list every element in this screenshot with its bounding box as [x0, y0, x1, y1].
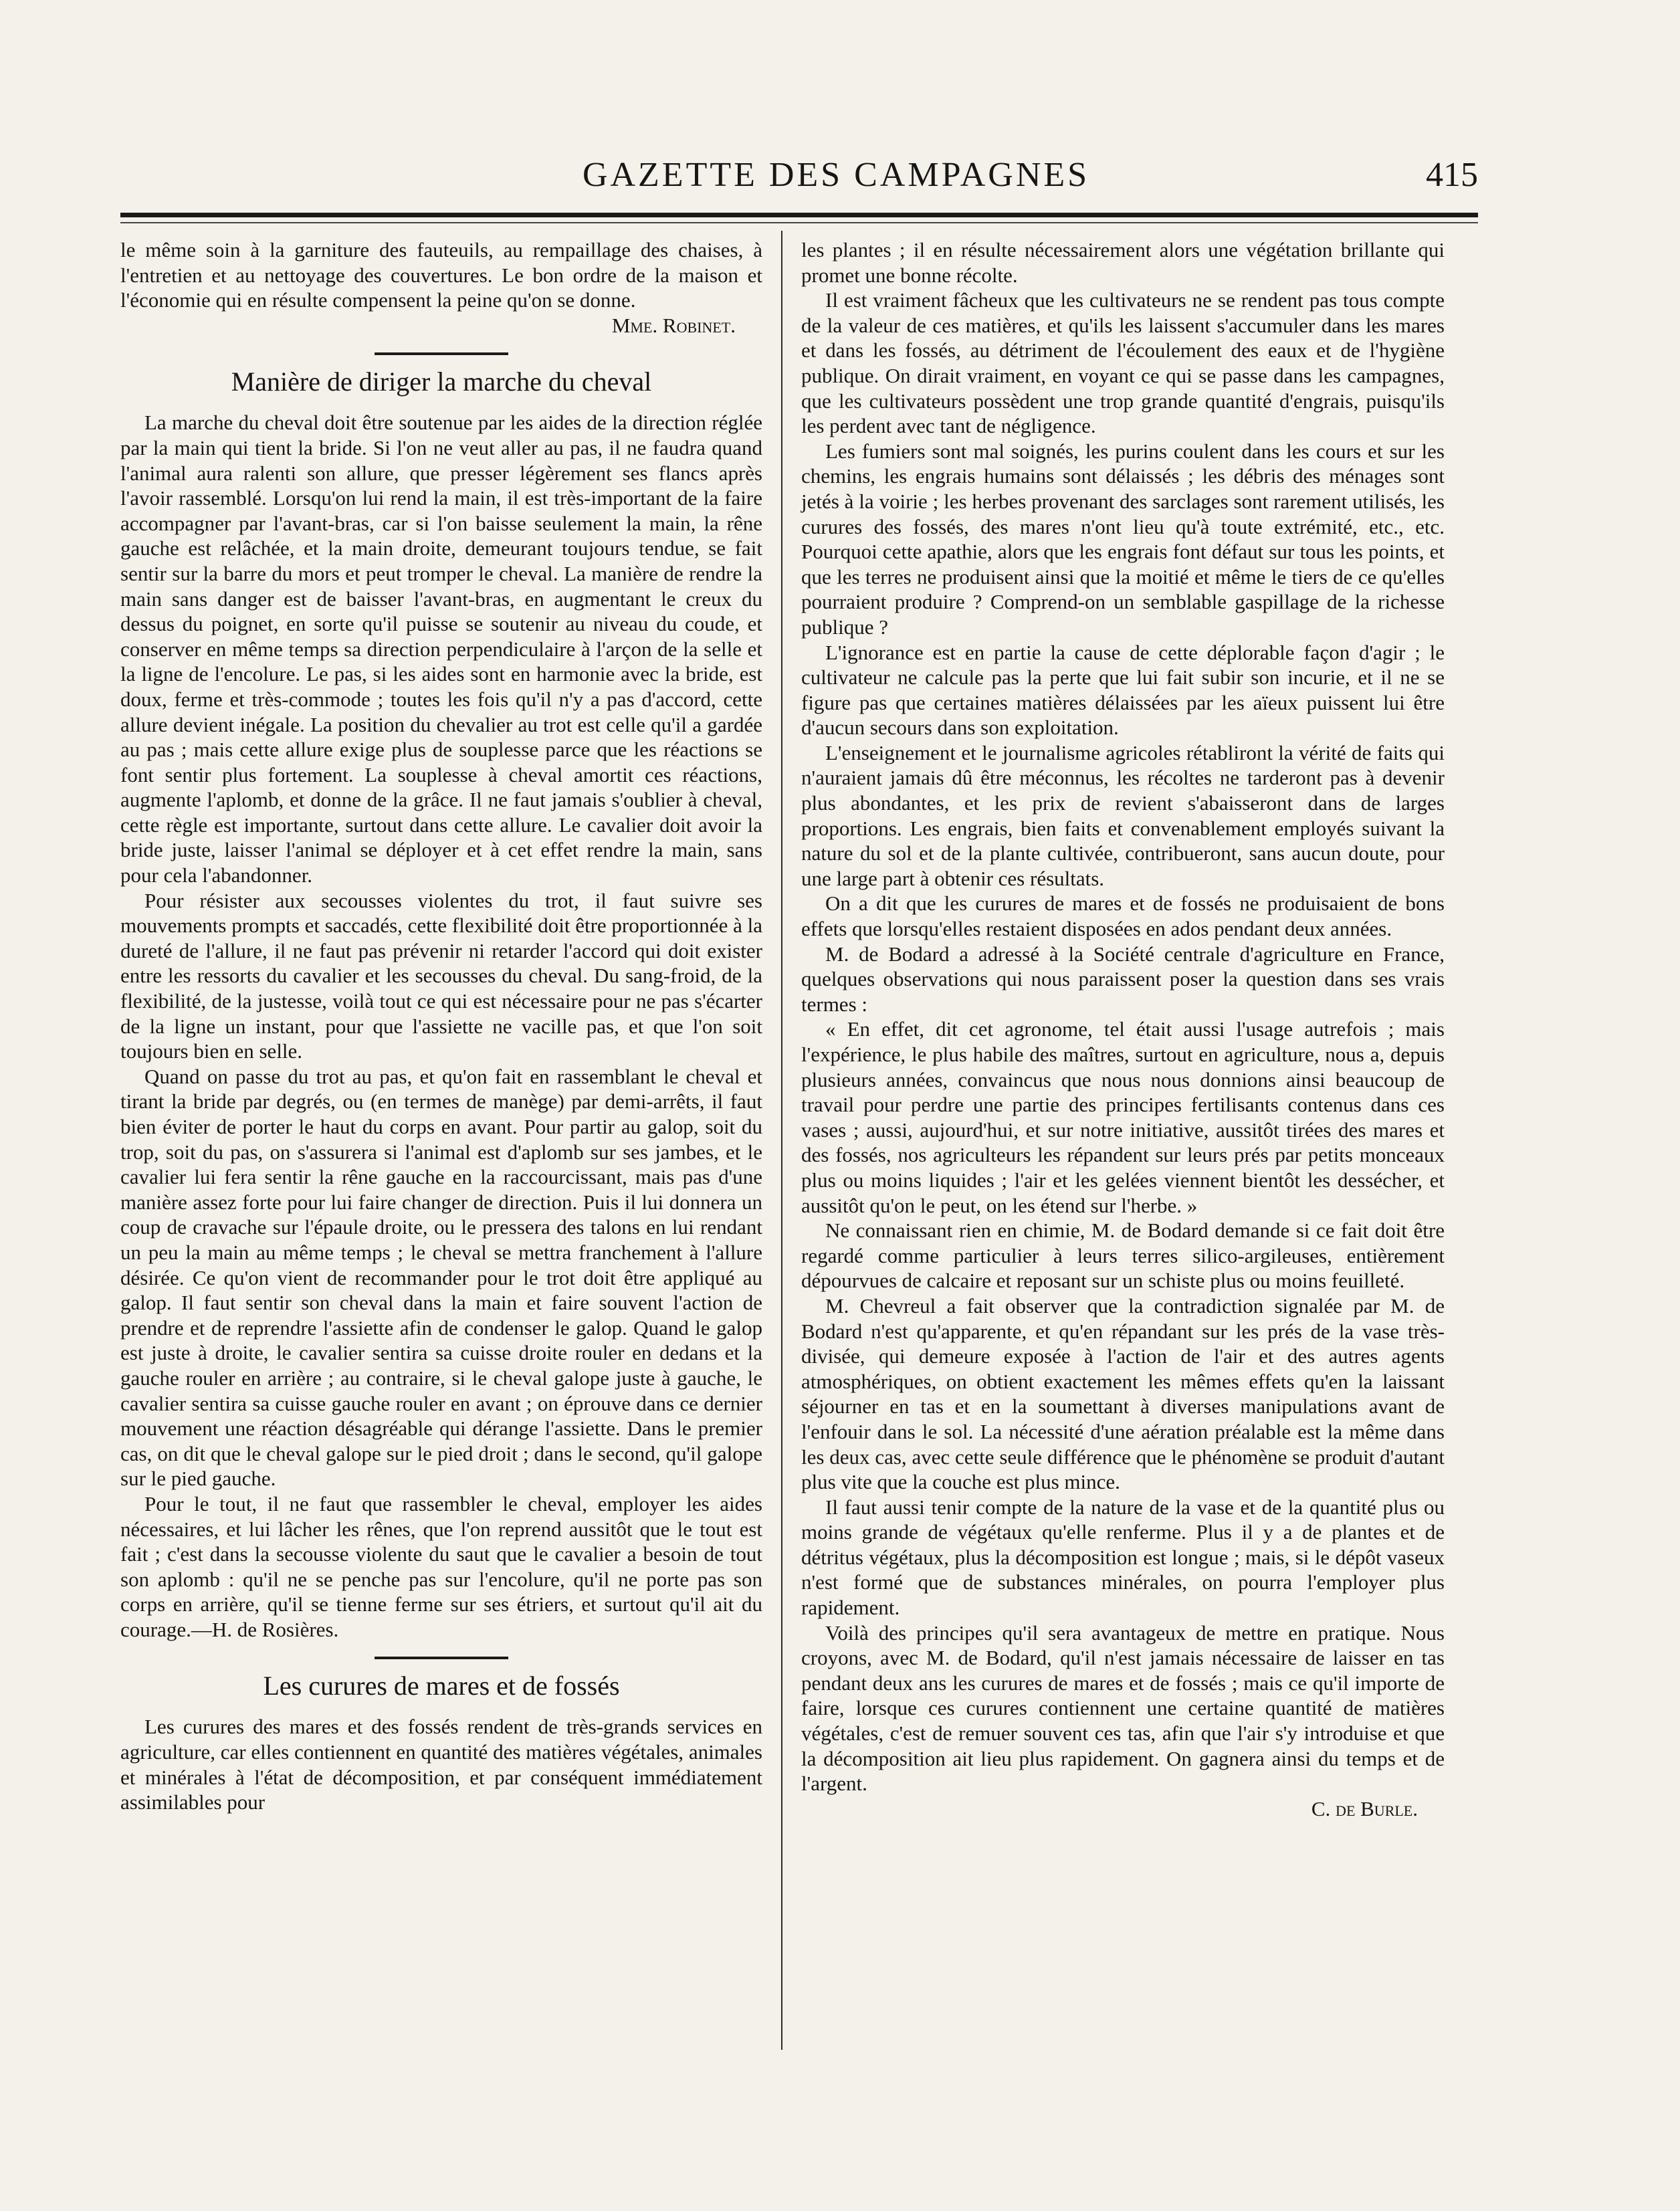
page-number: 415	[1426, 156, 1478, 194]
intro-paragraph: le même soin à la garniture des fauteuils, au rempaillage des chaises, à l'entretien et au nettoyage des couvertures. Le bon ordre de la maison et l'économie qui en résulte compensent la peine qu'on se donne.	[120, 238, 762, 312]
left-column	[120, 237, 762, 1815]
article-separator	[375, 352, 508, 355]
page-header	[120, 155, 1478, 195]
closing-signature: C. de Burle.	[1311, 1796, 1418, 1820]
quote-paragraph: « En effet, dit cet agronome, tel était aussi l'usage autrefois ; mais l'expérience, le plus habile des maîtres, surtout en agriculture, nous a, depuis plusieurs années, convaincus que nous nous donnions ainsi beaucoup de travail pour perdre une partie des principes fertilisants contenus dans ces vases ; aussi, aujourd'hui, et sur notre initiative, aussitôt tirées des mares et des fossés, nos agriculteurs les répandent sur leurs prés par petits monceaux plus ou moins liquides ; l'air et les gelées viennent bientôt les dessécher, et aussitôt qu'on le peut, on les étend sur l'herbe. »	[801, 1017, 1445, 1217]
paragraph: M. de Bodard a adressé à la Société centrale d'agriculture en France, quelques observations qui nous paraissent poser la question dans ses vrais termes :	[801, 942, 1445, 1016]
paragraph: L'ignorance est en partie la cause de cette déplorable façon d'agir ; le cultivateur ne calcule pas la perte que lui fait subir son incurie, et il ne se figure pas que certaines matières délaissées par les aïeux puissent lui être d'aucun secours dans son exploitation.	[801, 640, 1445, 740]
paragraph: Pour résister aux secousses violentes du trot, il faut suivre ses mouvements prompts et saccadés, cette flexibilité doit être proportionnée à la dureté de l'allure, il ne faut pas prévenir ni retarder l'accord qui doit exister entre les ressorts du cavalier et les secousses du cheval. Du sang-froid, de la flexibilité, de la justesse, voilà tout ce qui est nécessaire pour ne pas s'écarter de la ligne un instant, pour que l'assiette ne vacille pas, et que l'on soit toujours bien en selle.	[120, 888, 762, 1063]
paragraph: Ne connaissant rien en chimie, M. de Bodard demande si ce fait doit être regardé comme particulier à leurs terres silico-argileuses, entièrement dépourvues de calcaire et reposant sur un schiste plus ou moins feuilleté.	[801, 1219, 1445, 1293]
paragraph: les plantes ; il en résulte nécessairement alors une végétation brillante qui promet une bonne récolte.	[801, 238, 1445, 287]
paragraph: Quand on passe du trot au pas, et qu'on fait en rassemblant le cheval et tirant la bride par degrés, ou (en termes de manège) par demi-arrêts, il faut bien éviter de porter le haut du corps en avant. Pour partir au galop, soit du trop, soit du pas, on s'assurera si l'animal est d'aplomb sur ses jambes, et le cavalier lui fera sentir la rêne gauche en la raccourcissant, mais pas d'une manière assez forte pour lui faire changer de direction. Puis il lui donnera un coup de cravache sur l'épaule droite, ou le pressera des talons en lui rendant un peu la main au même temps ; le cheval se mettra franchement à l'allure désirée. Ce qu'on vient de recommander pour le trot doit être appliqué au galop. Il faut sentir son cheval dans la main et faire souvent l'action de prendre et de reprendre l'assiette afin de condenser le galop. Quand le galop est juste à droite, le cavalier sentira sa cuisse droite rouler en dedans et la gauche rouler en arrière ; au contraire, si le cheval galope juste à gauche, le cavalier sentira sa cuisse gauche rouler en avant ; on éprouve dans ce dernier mouvement une réaction désagréable qui dérange l'assiette. Dans le premier cas, on dit que le cheval galope sur le pied droit ; dans le second, qu'il galope sur le pied gauche.	[120, 1064, 762, 1491]
paragraph: Il est vraiment fâcheux que les cultivateurs ne se rendent pas tous compte de la valeur de ces matières, et qu'ils les laissent s'accumuler dans les mares et dans les fossés, au détriment de l'écoulement des eaux et de l'hygiène publique. On dirait vraiment, en voyant ce qui se passe dans les campagnes, que les cultivateurs possèdent une trop grande quantité d'engrais, puisqu'ils les perdent avec tant de négligence.	[801, 288, 1445, 438]
header-rule-thin	[120, 222, 1478, 223]
intro-signature: Mme. Robinet.	[611, 313, 736, 337]
paragraph: L'enseignement et le journalisme agricoles rétabliront la vérité de faits qui n'auraient jamais dû être méconnus, les récoltes ne tarderont pas à devenir plus abondantes, et les prix de revient s'abaisseront dans de larges proportions. Les engrais, bien faits et convenablement employés suivant la nature du sol et de la plante cultivée, contribueront, sans aucun doute, pour une large part à obtenir ces résultats.	[801, 740, 1445, 890]
paragraph: La marche du cheval doit être soutenue par les aides de la direction réglée par la main qui tient la bride. Si l'on ne veut aller au pas, il ne faudra quand l'animal aura ralenti son allure, que presser légèrement ses flancs après l'avoir rassemblé. Lorsqu'on lui rend la main, il est très-important de la faire accompagner par l'avant-bras, car si l'on baisse seulement la main, la rêne gauche est relâchée, et la main droite, demeurant toujours tendue, se fait sentir sur la barre du mors et peut tromper le cheval. La manière de rendre la main sans danger est de baisser l'avant-bras, en augmentant le creux du dessus du poignet, en sorte qu'il puisse se soutenir au niveau du coude, et conserver en même temps sa direction perpendiculaire à l'arçon de la selle et la ligne de l'encolure. Le pas, si les aides sont en harmonie avec la bride, est doux, ferme et très-commode ; toutes les fois qu'il n'y a pas d'accord, cette allure devient inégale. La position du chevalier au trot est celle qu'il a gardée au pas ; mais cette allure exige plus de souplesse parce que les réactions se font sentir plus fortement. La souplesse à cheval amortit ces réactions, augmente l'aplomb, et donne de la grâce. Il ne faut jamais s'oublier à cheval, cette règle est importante, surtout dans cette allure. Le cavalier doit avoir la bride juste, laisser l'animal se déployer et à cet effet rendre la main, sans pour cela l'abandonner.	[120, 411, 762, 887]
paragraph: Pour le tout, il ne faut que rassembler le cheval, employer les aides nécessaires, et lui lâcher les rênes, que l'on reprend aussitôt que le tout est fait ; c'est dans la secousse violente du saut que le cavalier a besoin de tout son aplomb : qu'il ne se penche pas sur l'encolure, qu'il ne porte pas son corps en arrière, qu'il se tienne ferme sur ses étriers, et surtout qu'il ait du courage.—H. de Rosières.	[120, 1491, 762, 1641]
article-separator	[375, 1657, 508, 1659]
paragraph: Les fumiers sont mal soignés, les purins coulent dans les cours et sur les chemins, les engrais humains sont délaissés ; les débris des ménages sont jetés à la voirie ; les herbes provenant des sarclages sont rarement utilisés, les curures des fossés, des mares n'ont lieu qu'à toute extrémité, etc., etc. Pourquoi cette apathie, alors que les engrais font défaut sur tous les points, et que les terres ne produisent ainsi que la moitié et même le tiers de ce qu'elles pourraient produire ? Comprend-on un semblable gaspillage de la richesse publique ?	[801, 439, 1445, 639]
article-title-cheval: Manière de diriger la marche du cheval	[231, 366, 652, 397]
paragraph: On a dit que les curures de mares et de fossés ne produisaient de bons effets que lorsqu'elles restaient disposées en ados pendant deux années.	[801, 891, 1445, 941]
paragraph: Il faut aussi tenir compte de la nature de la vase et de la quantité plus ou moins grande de végétaux qu'elle renferme. Plus il y a de plantes et de détritus végétaux, plus la décomposition est longue ; mais, si le dépôt vaseux n'est formé que de substances minérales, on pourra l'employer plus rapidement.	[801, 1495, 1445, 1620]
paragraph: Les curures des mares et des fossés rendent de très-grands services en agriculture, car elles contiennent en quantité des matières végétales, animales et minérales à l'état de décomposition, et par conséquent immédiatement assimilables pour	[120, 1715, 762, 1814]
article-title-curures: Les curures de mares et de fossés	[263, 1671, 620, 1701]
header-rule	[120, 213, 1478, 217]
right-column	[801, 237, 1445, 1821]
column-divider	[781, 231, 782, 2050]
paragraph: Voilà des principes qu'il sera avantageux de mettre en pratique. Nous croyons, avec M. de Bodard, qu'il n'est jamais nécessaire de laisser en tas pendant deux ans les curures de mares et de fossés ; mais ce qu'il importe de faire, lorsque ces curures contiennent une certaine quantité de matières végétales, c'est de remuer souvent ces tas, afin que l'air s'y introduise et que la décomposition ait lieu plus rapidement. On gagnera ainsi du temps et de l'argent.	[801, 1620, 1445, 1796]
newspaper-title: GAZETTE DES CAMPAGNES	[582, 156, 1090, 194]
paragraph: M. Chevreul a fait observer que la contradiction signalée par M. de Bodard n'est qu'apparente, et qu'en répandant sur les prés de la vase très-divisée, qui demeure exposée à l'action de l'air et des autres agents atmosphériques, on obtient exactement les mêmes effets qu'en la laissant séjourner en tas et en la soumettant à diverses manipulations avant de l'enfouir dans le sol. La nécessité d'une aération préalable est la même dans les deux cas, avec cette seule différence que le phénomène se produit d'autant plus vite que la couche est plus mince.	[801, 1293, 1445, 1494]
